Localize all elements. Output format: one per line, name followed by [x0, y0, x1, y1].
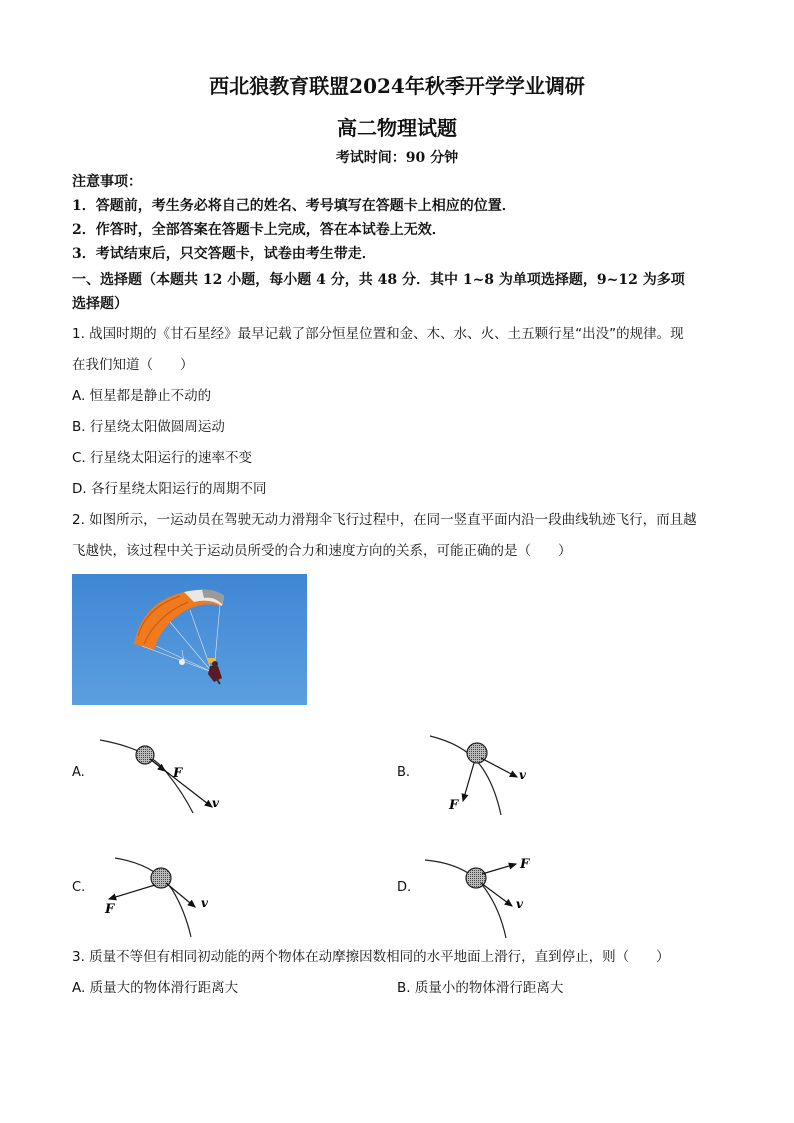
q1-option-d: D. 各行星绕太阳运行的周期不同	[72, 481, 267, 497]
force-label: F	[449, 798, 459, 813]
q3-stem: 3. 质量不等但有相同初动能的两个物体在动摩擦因数相同的水平地面上滑行，直到停止，则（ ）	[72, 949, 670, 965]
q1-option-b: B. 行星绕太阳做圆周运动	[72, 419, 225, 435]
q2-option-d-label: D.	[397, 880, 412, 895]
velocity-label: v	[516, 897, 523, 911]
exam-subtitle: 高二物理试题	[337, 116, 457, 140]
q1-stem-cont: 在我们知道（ ）	[72, 357, 194, 373]
exam-title: 西北狼教育联盟2024年秋季开学学业调研	[209, 74, 585, 98]
section-heading-cont: 选择题）	[72, 296, 128, 312]
q2-option-c-label: C.	[72, 880, 86, 895]
note-item: 1．答题前，考生务必将自己的姓名、考号填写在答题卡上相应的位置．	[72, 198, 516, 214]
q2-diagram-a	[95, 735, 235, 815]
q2-stem-cont: 飞越快，该过程中关于运动员所受的合力和速度方向的关系，可能正确的是（ ）	[72, 543, 572, 559]
force-label: F	[520, 857, 530, 872]
velocity-label: v	[201, 896, 208, 910]
note-item: 2．作答时，全部答案在答题卡上完成，答在本试卷上无效．	[72, 222, 446, 238]
q3-option-a: A. 质量大的物体滑行距离大	[72, 980, 239, 996]
velocity-label: v	[212, 796, 219, 810]
notes-heading: 注意事项：	[72, 174, 142, 190]
q3-option-b: B. 质量小的物体滑行距离大	[397, 980, 564, 996]
q2-stem: 2. 如图所示，一运动员在驾驶无动力滑翔伞飞行过程中，在同一竖直平面内沿一段曲线轨迹飞行，而且越	[72, 512, 697, 528]
exam-time: 考试时间：90 分钟	[335, 150, 459, 166]
q1-stem: 1. 战国时期的《甘石星经》最早记载了部分恒星位置和金、木、水、火、土五颗行星“出没”的规律。现	[72, 326, 684, 342]
q2-diagram-b	[425, 733, 545, 818]
q2-option-b-label: B.	[397, 765, 411, 780]
q1-option-c: C. 行星绕太阳运行的速率不变	[72, 450, 253, 466]
q2-diagram-d	[420, 850, 550, 940]
q2-diagram-c	[95, 855, 225, 940]
paraglider-photo	[72, 574, 307, 705]
note-item: 3．考试结束后，只交答题卡，试卷由考生带走．	[72, 246, 376, 262]
force-label: F	[173, 766, 183, 781]
velocity-label: v	[519, 768, 526, 782]
q2-option-a-label: A.	[72, 765, 85, 780]
q1-option-a: A. 恒星都是静止不动的	[72, 388, 212, 404]
force-label: F	[105, 902, 115, 917]
section-heading: 一、选择题（本题共 12 小题，每小题 4 分，共 48 分．其中 1~8 为单项选择题，9~12 为多项	[72, 272, 685, 288]
